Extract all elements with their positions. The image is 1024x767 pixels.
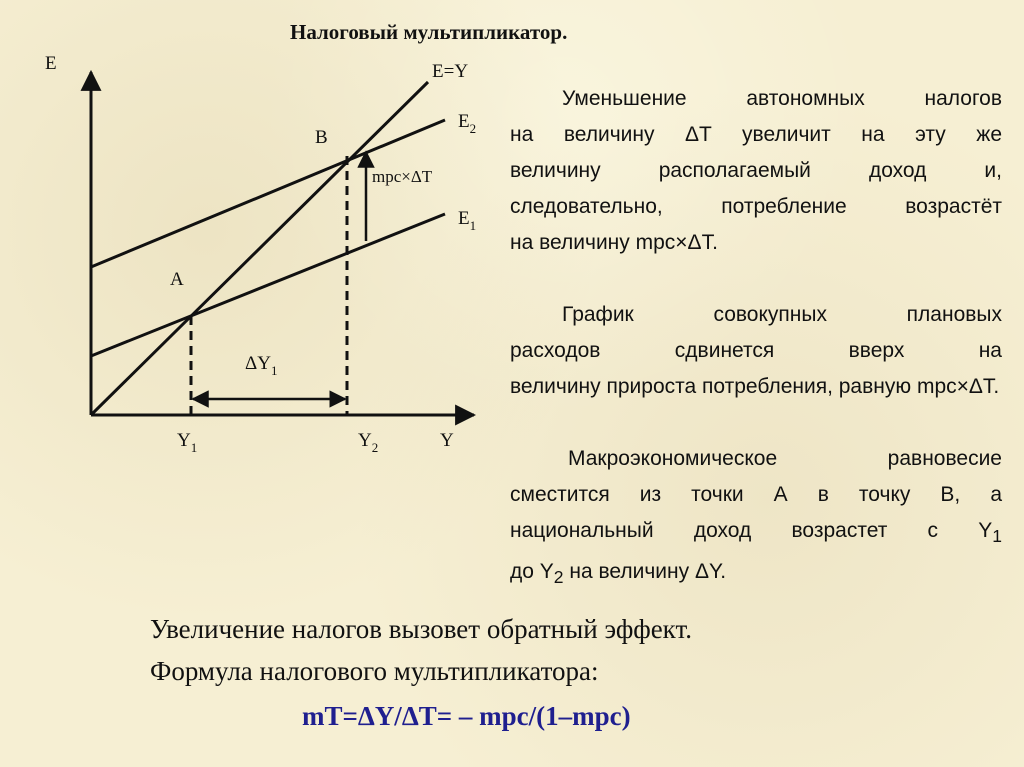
paragraph-tax-decrease: [510, 81, 1002, 261]
text-line: Уменьшение автономных налогов: [562, 87, 1002, 110]
text-line: равную mpc×ΔT.: [838, 375, 1000, 398]
line-e1-label: $E_1$: [458, 208, 477, 233]
line-45-label: E=Y: [432, 61, 469, 82]
text-line: национальный доход возрастет с $Y_1$: [510, 519, 1002, 547]
text-line: сместится из точки А в точку В, а: [510, 483, 1002, 506]
tick-y1-label: $Y_1$: [177, 430, 198, 455]
text-line: до $Y_2$ на величину ΔY.: [510, 560, 727, 588]
x-axis-label: Y: [440, 430, 454, 451]
tick-y2-label: $Y_2$: [358, 430, 379, 455]
y-axis-label: E: [45, 53, 57, 74]
bottom-line-formula-intro: Формула налогового мультипликатора:: [150, 656, 599, 686]
slide-title: Налоговый мультипликатор.: [290, 20, 568, 44]
line-e2-label: $E_2$: [458, 111, 477, 136]
paragraph-equilibrium: [510, 441, 1002, 595]
point-b-label: B: [315, 127, 328, 148]
paragraph-shift: [510, 297, 1002, 405]
shift-label: mpc×ΔT: [372, 167, 433, 186]
text-line: величину располагаемый доход и,: [510, 159, 1002, 182]
line-e1: [91, 214, 445, 356]
tax-multiplier-formula: mT=ΔY/ΔT= – mpc/(1–mpc): [302, 701, 631, 731]
text-line: на величину ΔT увеличит на эту же: [510, 123, 1002, 146]
text-line: величину прироста потребления,: [510, 375, 833, 398]
text-line: следовательно, потребление возрастёт: [510, 195, 1002, 218]
text-line: на величину mpc×ΔT.: [510, 231, 718, 254]
point-a-label: A: [170, 269, 184, 290]
line-e2: [91, 120, 445, 267]
bottom-line-reverse-effect: Увеличение налогов вызовет обратный эффект.: [150, 614, 692, 644]
text-line: Макроэкономическое равновесие: [568, 447, 1002, 470]
text-line: расходов сдвинется вверх на: [510, 339, 1002, 362]
text-line: График совокупных плановых: [562, 303, 1002, 326]
delta-y-label: $\Delta Y_1$: [245, 353, 278, 378]
